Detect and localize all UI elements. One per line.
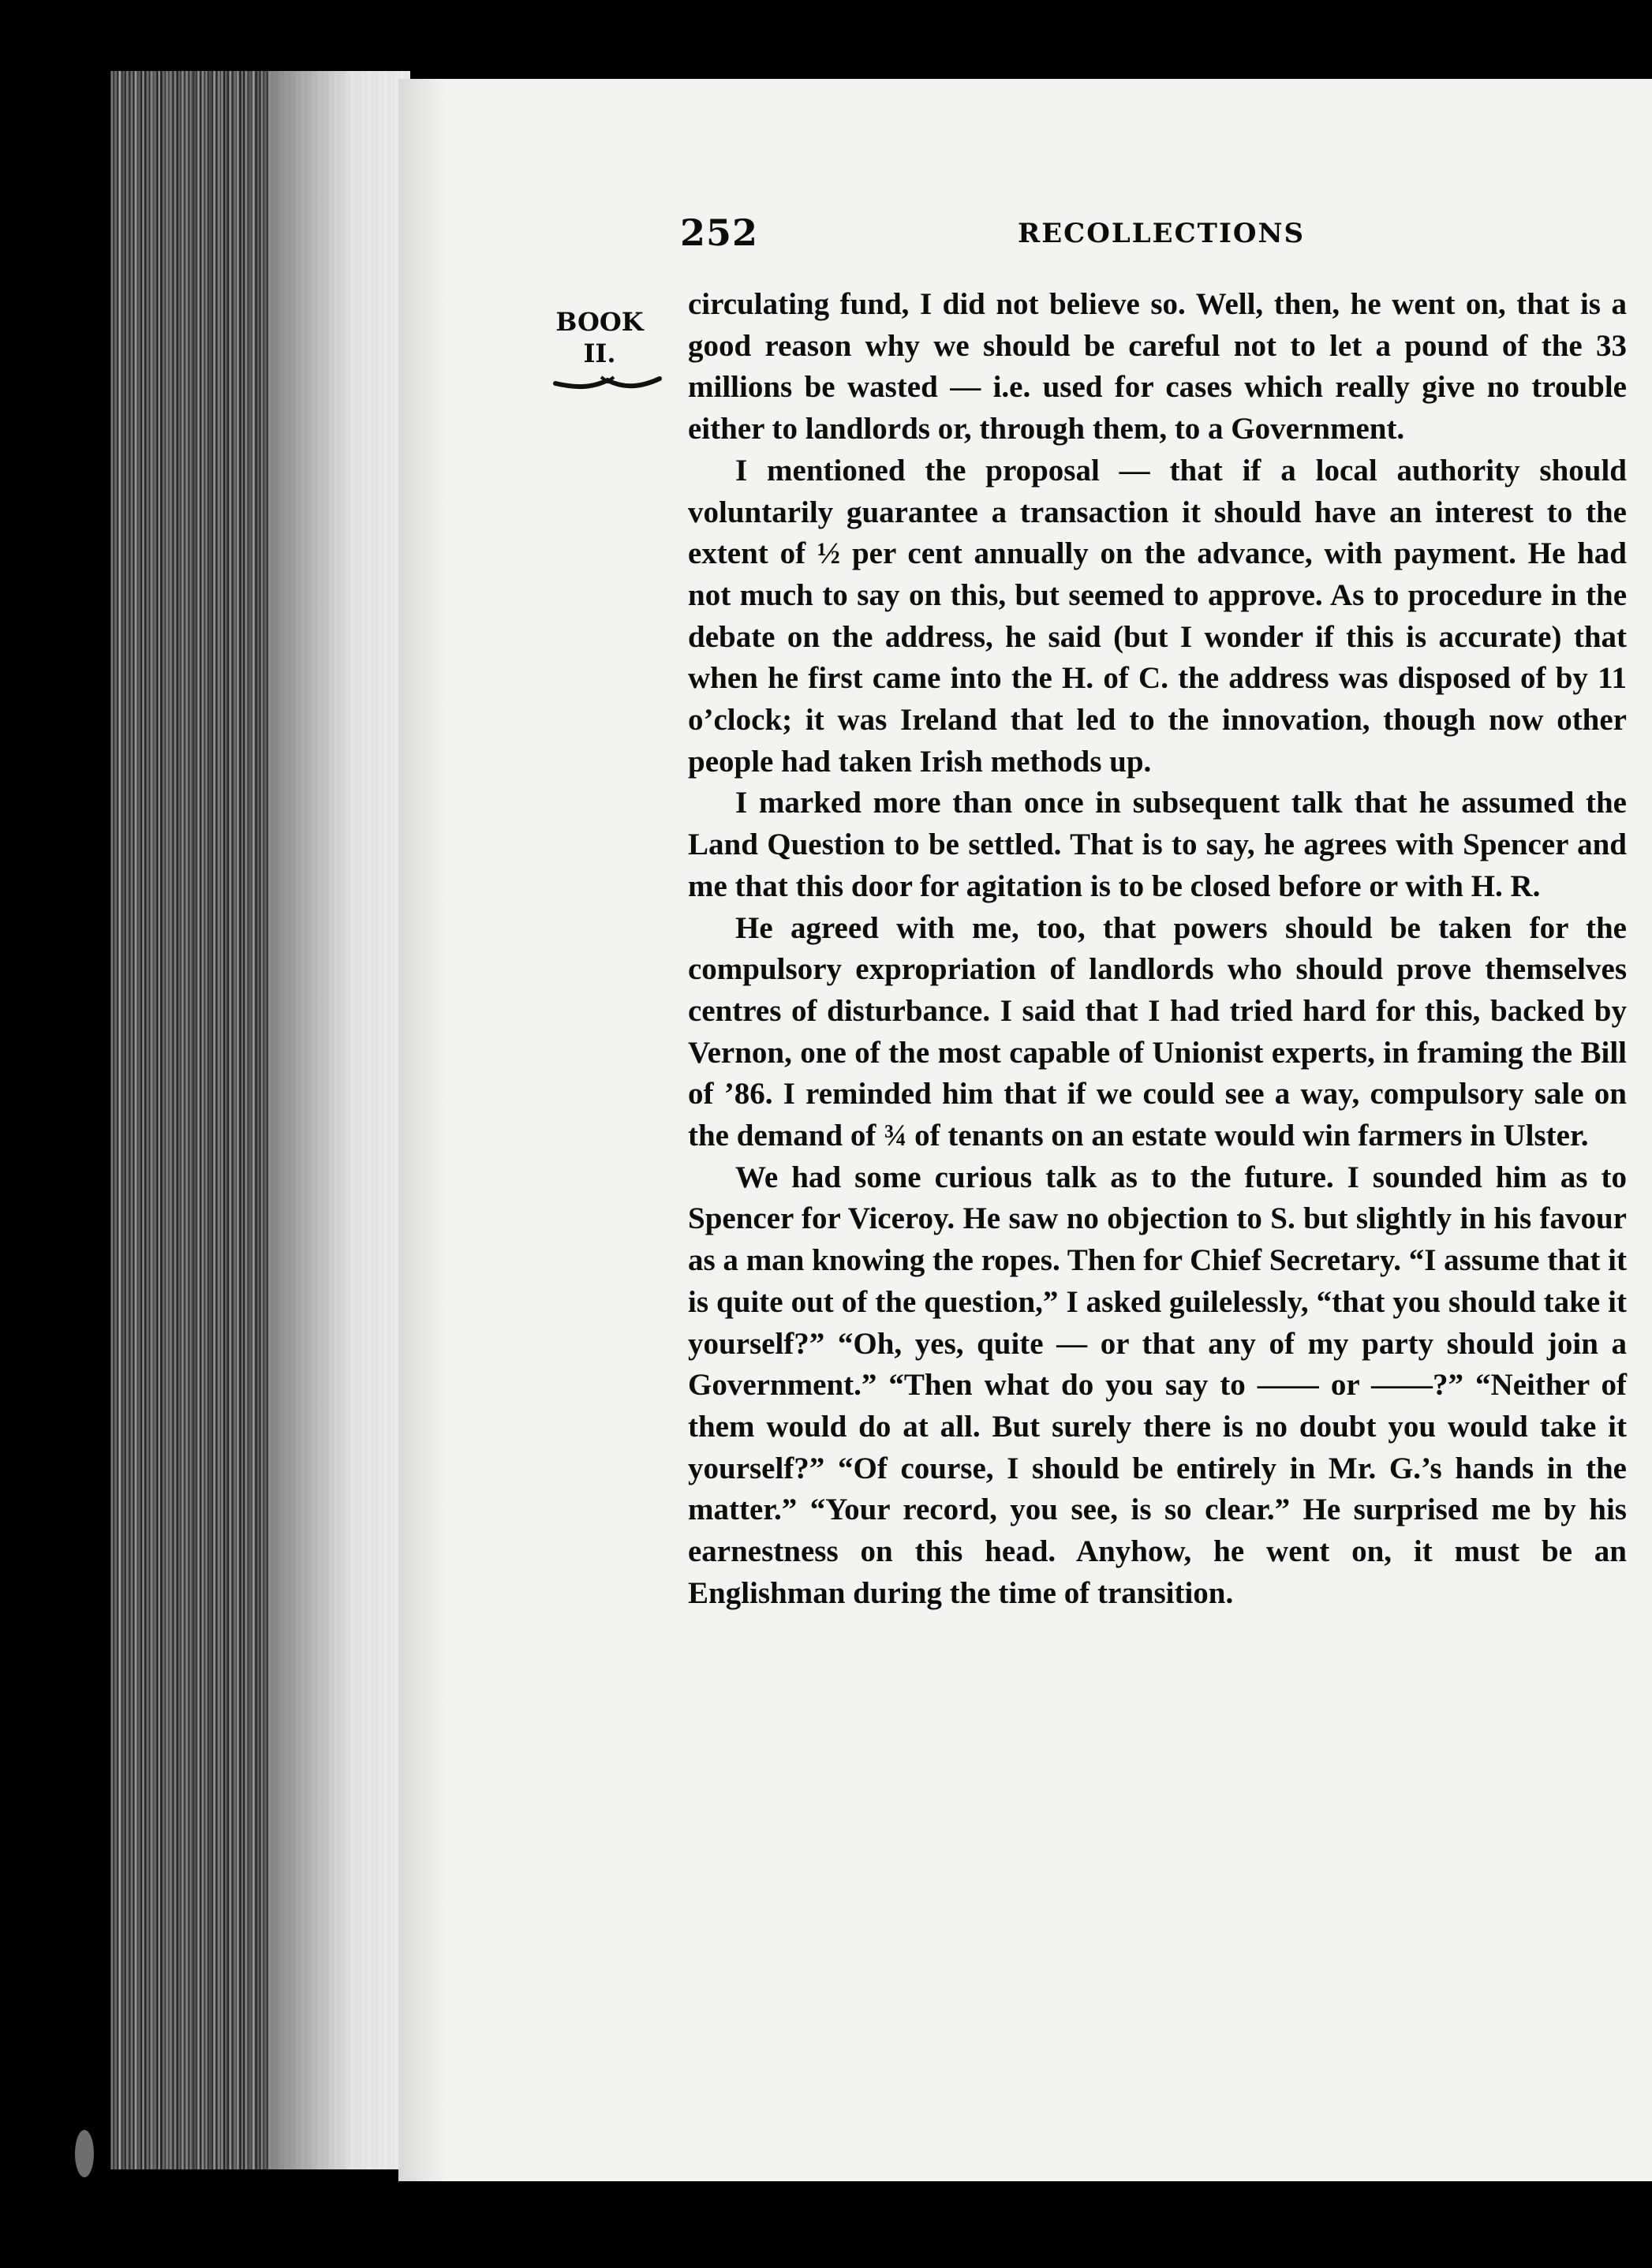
- running-head: RECOLLECTIONS: [1018, 218, 1306, 249]
- page-number: 252: [680, 211, 759, 254]
- paragraph: We had some curious talk as to the future. I sounded him as to Spencer for Viceroy. He saw no objection to S. but slightly in his favour as a man knowing the ropes. Then for Chief Secretary. “I assume that it is quite out of the question,” I asked guilelessly, “that you should take it yourself?” “Oh, yes, quite — or that any of my party should join a Government.” “Then what do you say to —— or ——?” “Neither of them would do at all. But surely there is no doubt you would take it yourself?” “Of course, I should be entirely in Mr. G.’s hands in the matter.” “Your record, you see, is so clear.” He surprised me by his earnestness on this head. Anyhow, he went on, it must be an Englishman during the time of transition.: [688, 1160, 1627, 1610]
- page-header: [680, 211, 1627, 267]
- paragraph: I marked more than once in subsequent talk that he assumed the Land Question to be settled. That is to say, he agrees with Spencer and me that this door for agitation is to be closed before or with H. R.: [688, 786, 1627, 903]
- body-text: [688, 284, 1627, 1615]
- scan-speck: [1022, 2240, 1033, 2264]
- page-gutter-shadow: [398, 79, 446, 2181]
- flourish-ornament-icon: [552, 372, 663, 391]
- paragraph: He agreed with me, too, that powers should be taken for the compulsory expropriation of landlords who should prove themselves centres of disturbance. I said that I had tried hard for this, backed by Vernon, one of the most capable of Unionist experts, in framing the Bill of ’86. I reminded him that if we could see a way, compulsory sale on the demand of ¾ of tenants on an estate would win farmers in Ulster.: [688, 910, 1627, 1153]
- page-edges: [110, 71, 410, 2169]
- margin-book-label: BOOK: [555, 307, 644, 337]
- margin-book-number: II.: [583, 338, 616, 368]
- margin-note: [552, 306, 647, 391]
- scan-speck: [1082, 6, 1089, 24]
- paragraph: circulating fund, I did not believe so. Well, then, he went on, that is a good reason why we should be careful not to let a pound of the 33 millions be wasted — i.e. used for cases which really give no trouble either to landlords or, through them, to a Government.: [688, 287, 1627, 447]
- paragraph: I mentioned the proposal — that if a local authority should voluntarily guarantee a transaction it should have an interest to the extent of ½ per cent annually on the advance, with payment. He had not much to say on this, but seemed to approve. As to procedure in the debate on the address, he said (but I wonder if this is accurate) that when he first came into the H. of C. the address was disposed of by 11 o’clock; it was Ireland that led to the innovation, though now other people had taken Irish methods up.: [688, 453, 1627, 779]
- scan-speck: [75, 2130, 94, 2177]
